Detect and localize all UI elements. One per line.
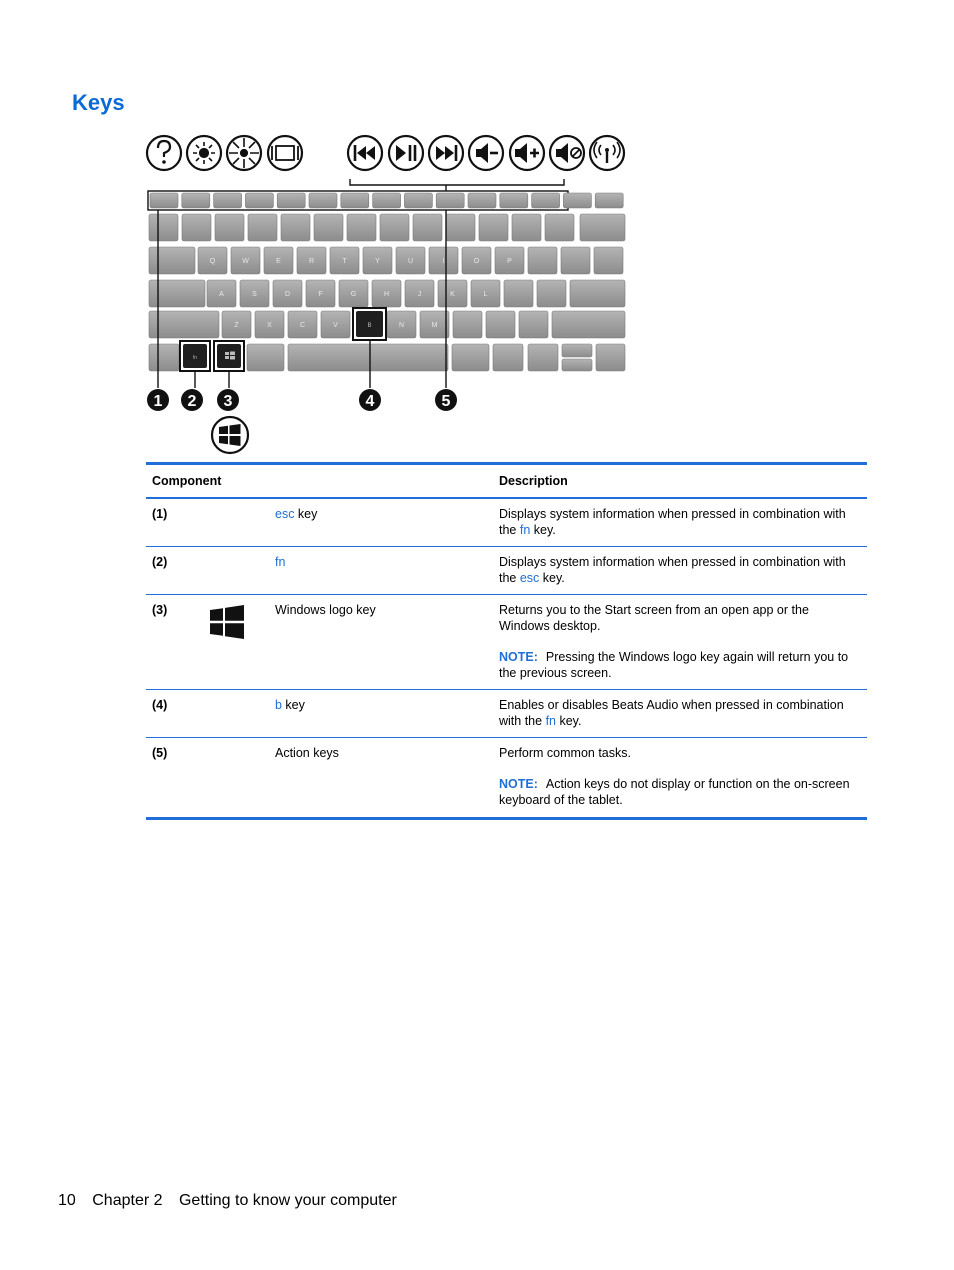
- keyboard-key: [347, 214, 376, 241]
- help-icon: [147, 136, 181, 170]
- key-label: R: [308, 258, 315, 265]
- component-name: b key: [269, 690, 493, 738]
- key-label: W: [242, 258, 249, 265]
- key-label: M: [431, 322, 438, 329]
- key-label: A: [219, 291, 224, 298]
- alt-key: [247, 344, 284, 371]
- function-key: [404, 193, 432, 208]
- note: NOTE: Pressing the Windows logo key again will return you to the previous screen.: [499, 650, 849, 680]
- key-label: K: [450, 291, 455, 298]
- key-label: I: [442, 258, 445, 265]
- keyboard-key: [413, 214, 442, 241]
- key-reference: fn: [519, 523, 531, 537]
- function-key: [150, 193, 178, 208]
- volume-down-icon: [469, 136, 503, 170]
- callout-number: 2: [187, 393, 197, 410]
- keyboard-key: [446, 214, 475, 241]
- table-header-row: [146, 464, 867, 499]
- function-key: [563, 193, 591, 208]
- function-key: [214, 193, 242, 208]
- keyboard-key: [380, 214, 409, 241]
- keyboard-key: [512, 214, 541, 241]
- brightness-down-icon: [187, 136, 221, 170]
- ctrl-key: [149, 344, 179, 371]
- backspace-key: [580, 214, 625, 241]
- function-key: [182, 193, 210, 208]
- keyboard-key: [545, 214, 574, 241]
- component-description: Perform common tasks. NOTE: Action keys do not display or function on the on-screen keyboard of the tablet.: [493, 738, 867, 819]
- previous-track-icon: [348, 136, 382, 170]
- space-key: [288, 344, 448, 371]
- key-label: T: [342, 258, 347, 265]
- component-name: Windows logo key: [269, 595, 493, 690]
- callout-number: 4: [365, 393, 375, 410]
- table-row: [146, 738, 867, 819]
- page-number: 10: [58, 1192, 76, 1209]
- item-number: (1): [146, 498, 198, 547]
- callout-number: 1: [153, 393, 163, 410]
- keyboard-key: [314, 214, 343, 241]
- key-name: b: [275, 698, 282, 712]
- keyboard-key: [479, 214, 508, 241]
- arrow-up-key: [562, 344, 592, 357]
- keyboard-figure: [140, 128, 632, 458]
- keyboard-key: [561, 247, 590, 274]
- arrow-right-key: [596, 344, 625, 371]
- key-label: G: [350, 291, 357, 298]
- keyboard-key: [537, 280, 566, 307]
- item-number: (2): [146, 547, 198, 595]
- key-label: L: [483, 291, 488, 298]
- note-label: NOTE:: [499, 777, 538, 791]
- next-track-icon: [429, 136, 463, 170]
- table-row: [146, 498, 867, 547]
- svg-text:fn: fn: [192, 355, 198, 361]
- keyboard-key: [215, 214, 244, 241]
- keyboard-key: [594, 247, 623, 274]
- key-label: H: [383, 291, 390, 298]
- function-key: [309, 193, 337, 208]
- component-name: [269, 547, 493, 595]
- keyboard-key: [528, 247, 557, 274]
- chapter-title: Getting to know your computer: [178, 1192, 397, 1209]
- note-label: NOTE:: [499, 650, 538, 664]
- component-description: Displays system information when pressed in combination with the fn key.: [493, 498, 867, 547]
- brightness-up-icon: [227, 136, 261, 170]
- component-name: esc key: [269, 498, 493, 547]
- function-key: [595, 193, 623, 208]
- keyboard-key: [453, 311, 482, 338]
- alt-gr-key: [452, 344, 489, 371]
- key-label: N: [398, 322, 405, 329]
- key-name: fn: [275, 555, 286, 569]
- keyboard-key: [504, 280, 533, 307]
- component-header: Component: [146, 464, 493, 499]
- mute-icon: [550, 136, 584, 170]
- key-label: D: [284, 291, 291, 298]
- play-pause-icon: [389, 136, 423, 170]
- tab-key: [149, 247, 195, 274]
- component-description: Displays system information when pressed in combination with the esc key.: [493, 547, 867, 595]
- component-description: Returns you to the Start screen from an open app or the Windows desktop. NOTE: Pressing the Windows logo key again will return you to the previous screen.: [493, 595, 867, 690]
- key-label: Y: [375, 258, 380, 265]
- components-table: [146, 462, 867, 820]
- page-heading: Keys: [72, 90, 125, 115]
- function-key: [468, 193, 496, 208]
- table-row: [146, 595, 867, 690]
- table-row: [146, 547, 867, 595]
- key-label: J: [417, 291, 422, 298]
- function-key: [341, 193, 369, 208]
- volume-up-icon: [510, 136, 544, 170]
- key-label: Z: [234, 322, 239, 329]
- keyboard-key: [182, 214, 211, 241]
- component-name: Action keys: [269, 738, 493, 819]
- arrow-left-key: [528, 344, 558, 371]
- function-key: [436, 193, 464, 208]
- display-switch-icon: [268, 136, 302, 170]
- keyboard-key: [281, 214, 310, 241]
- component-description: Enables or disables Beats Audio when pressed in combination with the fn key.: [493, 690, 867, 738]
- function-key: [277, 193, 305, 208]
- key-reference: fn: [545, 714, 556, 728]
- right-shift-key: [552, 311, 625, 338]
- function-key: [245, 193, 273, 208]
- description-header: Description: [493, 464, 867, 499]
- function-key-row: [150, 193, 623, 208]
- key-label: O: [473, 258, 480, 265]
- windows-logo-icon: [208, 605, 246, 641]
- enter-key: [570, 280, 625, 307]
- key-label: E: [276, 258, 281, 265]
- key-label: U: [407, 258, 414, 265]
- key-label: P: [507, 258, 512, 265]
- windows-logo-icon: [212, 417, 248, 453]
- key-name: esc: [275, 507, 295, 521]
- chapter-label: Chapter 2: [92, 1192, 163, 1209]
- key-label: F: [318, 291, 323, 298]
- function-key: [500, 193, 528, 208]
- keyboard-key: [519, 311, 548, 338]
- wireless-icon: [590, 136, 624, 170]
- function-key: [373, 193, 401, 208]
- keyboard-key: [149, 214, 178, 241]
- item-number: (3): [146, 595, 198, 690]
- function-key: [532, 193, 560, 208]
- key-label: V: [333, 322, 338, 329]
- keyboard-key: [486, 311, 515, 338]
- key-label: X: [267, 322, 272, 329]
- keyboard-key: [248, 214, 277, 241]
- key-label: S: [252, 291, 257, 298]
- key-reference: esc: [519, 571, 540, 585]
- arrow-down-key: [562, 359, 592, 371]
- left-shift-key: [149, 311, 219, 338]
- callout-number: 5: [441, 393, 451, 410]
- callout-number: 3: [223, 393, 233, 410]
- page-footer: [58, 1192, 397, 1210]
- key-label: Q: [209, 258, 216, 265]
- ctrl-key: [493, 344, 523, 371]
- table-row: [146, 690, 867, 738]
- key-label: C: [299, 322, 306, 329]
- item-number: (5): [146, 738, 198, 819]
- note: NOTE: Action keys do not display or function on the on-screen keyboard of the tablet.: [499, 777, 850, 807]
- svg-text:B: B: [367, 323, 372, 329]
- item-number: (4): [146, 690, 198, 738]
